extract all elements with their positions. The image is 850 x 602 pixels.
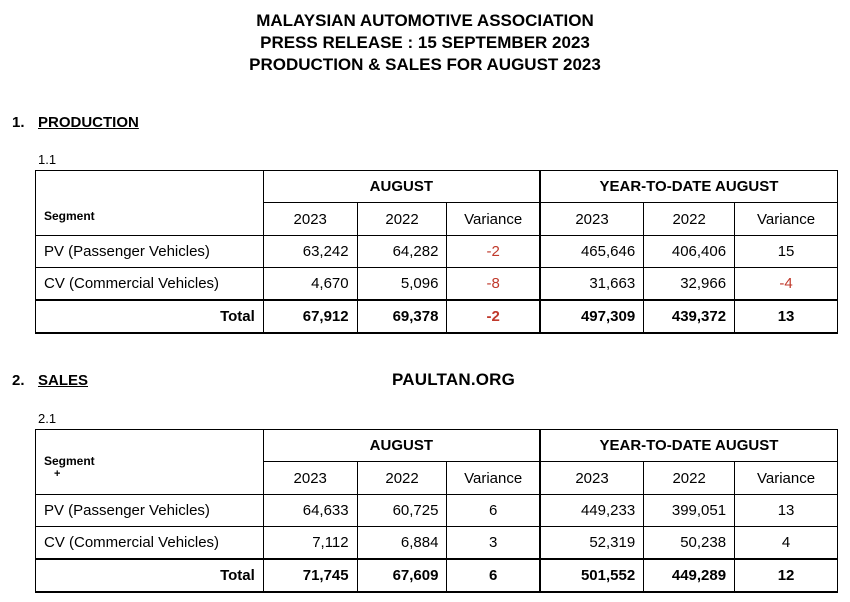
sales-section-title — [12, 372, 88, 389]
aug-2023-total: 67,912 — [263, 300, 357, 333]
production-segment-header: Segment — [36, 171, 264, 236]
sales-col-ytd-variance: Variance — [735, 462, 838, 495]
aug-2022-value: 60,725 — [357, 495, 447, 527]
aug-2023-value: 7,112 — [263, 527, 357, 560]
ytd-2022-total: 439,372 — [644, 300, 735, 333]
production-col-ytd-2022: 2022 — [644, 203, 735, 236]
production-section-label: PRODUCTION — [38, 114, 139, 131]
aug-2023-total: 71,745 — [263, 559, 357, 592]
ytd-2022-value: 399,051 — [644, 495, 735, 527]
aug-2023-value: 4,670 — [263, 268, 357, 301]
sales-sub-label: 2.1 — [38, 411, 57, 426]
ytd-variance-value: 4 — [735, 527, 838, 560]
production-row-pv — [36, 236, 838, 268]
segment-label: CV (Commercial Vehicles) — [36, 268, 264, 301]
sales-ytd-header: YEAR-TO-DATE AUGUST — [540, 430, 838, 462]
production-ytd-header: YEAR-TO-DATE AUGUST — [540, 171, 838, 203]
total-label: Total — [36, 300, 264, 333]
sales-col-ytd-2022: 2022 — [644, 462, 735, 495]
production-sub-label: 1.1 — [38, 152, 57, 167]
ytd-variance-total: 13 — [735, 300, 838, 333]
ytd-variance-value: 13 — [735, 495, 838, 527]
production-row-total — [36, 300, 838, 333]
production-col-ytd-2023: 2023 — [540, 203, 644, 236]
ytd-2022-value: 50,238 — [644, 527, 735, 560]
aug-variance-value: 6 — [447, 495, 540, 527]
production-table — [35, 170, 838, 334]
aug-variance-value: -8 — [447, 268, 540, 301]
sales-segment-header-label: Segment — [44, 454, 95, 468]
sales-group-header-row — [36, 430, 838, 462]
ytd-2022-value: 406,406 — [644, 236, 735, 268]
production-section-title — [12, 114, 139, 131]
ytd-2023-value: 31,663 — [540, 268, 644, 301]
aug-2022-total: 67,609 — [357, 559, 447, 592]
document-header — [0, 10, 850, 76]
sales-section-label: SALES — [38, 372, 89, 389]
aug-variance-value: -2 — [447, 236, 540, 268]
segment-label: PV (Passenger Vehicles) — [36, 495, 264, 527]
production-col-aug-2022: 2022 — [357, 203, 447, 236]
segment-label: CV (Commercial Vehicles) — [36, 527, 264, 560]
aug-variance-total: -2 — [447, 300, 540, 333]
header-report-title: PRODUCTION & SALES FOR AUGUST 2023 — [249, 55, 601, 74]
aug-2023-value: 64,633 — [263, 495, 357, 527]
cursor-plus-mark: + — [54, 468, 61, 480]
production-group-header-row — [36, 171, 838, 203]
sales-row-total — [36, 559, 838, 592]
sales-col-aug-variance: Variance — [447, 462, 540, 495]
sales-table — [35, 429, 838, 593]
ytd-variance-value: -4 — [735, 268, 838, 301]
paultan-watermark: PAULTAN.ORG — [392, 370, 516, 389]
aug-variance-value: 3 — [447, 527, 540, 560]
aug-variance-total: 6 — [447, 559, 540, 592]
production-col-ytd-variance: Variance — [735, 203, 838, 236]
total-label: Total — [36, 559, 264, 592]
production-row-cv — [36, 268, 838, 301]
sales-segment-header — [36, 430, 264, 495]
header-press-release-date: PRESS RELEASE : 15 SEPTEMBER 2023 — [260, 33, 590, 52]
production-august-header: AUGUST — [263, 171, 540, 203]
header-association: MALAYSIAN AUTOMOTIVE ASSOCIATION — [256, 11, 594, 30]
sales-row-pv — [36, 495, 838, 527]
ytd-variance-value: 15 — [735, 236, 838, 268]
ytd-2022-total: 449,289 — [644, 559, 735, 592]
sales-section-number: 2. — [12, 372, 25, 389]
production-col-aug-variance: Variance — [447, 203, 540, 236]
aug-2022-value: 6,884 — [357, 527, 447, 560]
ytd-2023-total: 501,552 — [540, 559, 644, 592]
aug-2022-total: 69,378 — [357, 300, 447, 333]
aug-2022-value: 5,096 — [357, 268, 447, 301]
sales-col-aug-2023: 2023 — [263, 462, 357, 495]
ytd-2023-total: 497,309 — [540, 300, 644, 333]
sales-row-cv — [36, 527, 838, 560]
ytd-2023-value: 465,646 — [540, 236, 644, 268]
sales-col-aug-2022: 2022 — [357, 462, 447, 495]
aug-2022-value: 64,282 — [357, 236, 447, 268]
sales-august-header: AUGUST — [263, 430, 540, 462]
production-section-number: 1. — [12, 114, 25, 131]
segment-label: PV (Passenger Vehicles) — [36, 236, 264, 268]
ytd-2023-value: 52,319 — [540, 527, 644, 560]
sales-col-ytd-2023: 2023 — [540, 462, 644, 495]
production-col-aug-2023: 2023 — [263, 203, 357, 236]
aug-2023-value: 63,242 — [263, 236, 357, 268]
ytd-variance-total: 12 — [735, 559, 838, 592]
ytd-2022-value: 32,966 — [644, 268, 735, 301]
ytd-2023-value: 449,233 — [540, 495, 644, 527]
